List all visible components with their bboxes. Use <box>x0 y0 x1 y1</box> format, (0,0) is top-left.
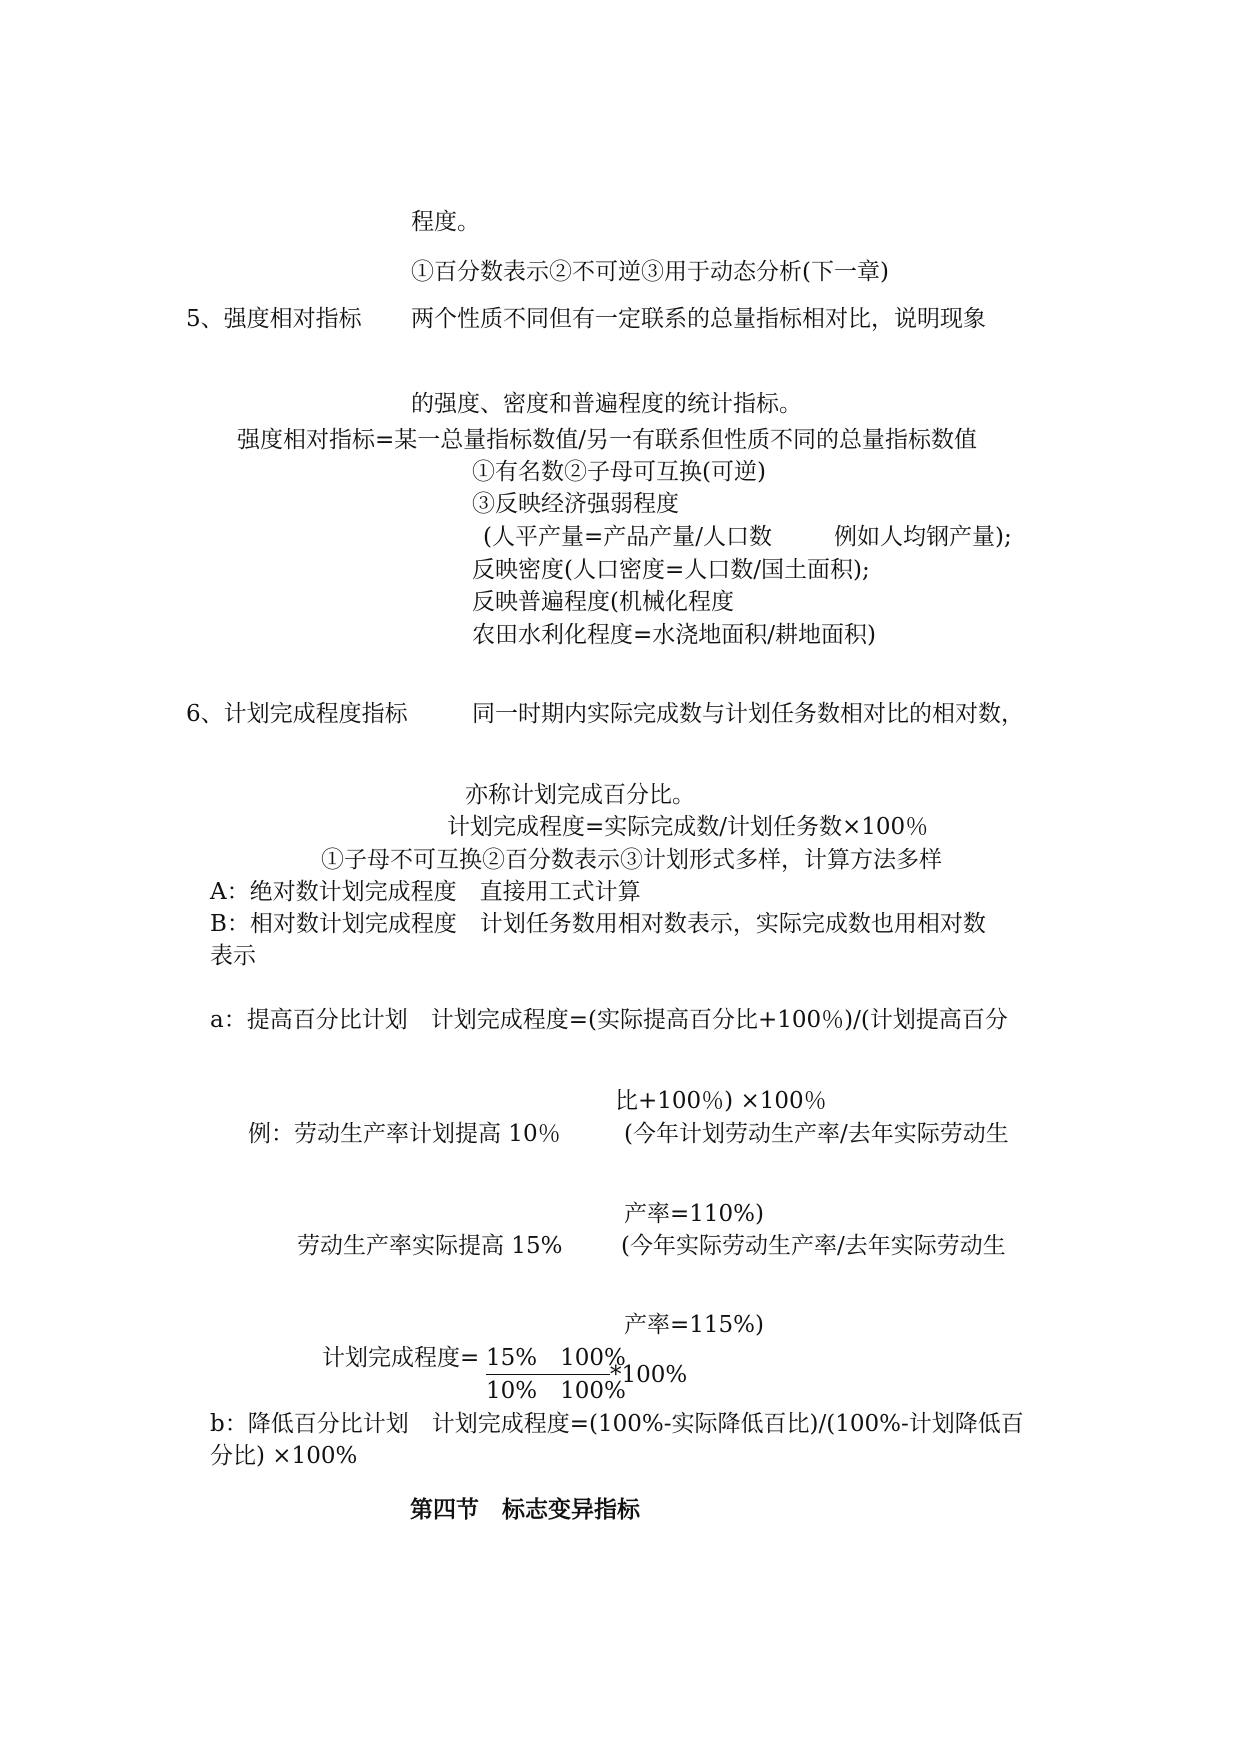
section-5-point: (人平产量=产品产量/人口数 <box>483 524 772 550</box>
item-a-absolute: A：绝对数计划完成程度 直接用工式计算 <box>210 879 641 905</box>
section-5-definition-cont: 的强度、密度和普遍程度的统计指标。 <box>411 391 802 417</box>
item-a-increase: a：提高百分比计划 计划完成程度=(实际提高百分比+100％)/(计划提高百分 <box>210 1007 1008 1033</box>
section-5-formula: 强度相对指标=某一总量指标数值/另一有联系但性质不同的总量指标数值 <box>237 427 978 453</box>
section-5-point: 例如人均钢产量); <box>834 524 1012 550</box>
example-2-left: 劳动生产率实际提高 15% <box>297 1233 563 1259</box>
section-6-definition: 同一时期内实际完成数与计划任务数相对比的相对数， <box>472 701 1024 727</box>
section-6-label: 6、计划完成程度指标 <box>186 701 408 727</box>
example-1-right-cont: 产率=110%) <box>624 1201 764 1227</box>
example-2-right: (今年实际劳动生产率/去年实际劳动生 <box>621 1233 1006 1259</box>
section-5-point: 农田水利化程度=水浇地面积/耕地面积) <box>472 622 876 648</box>
section-5-point: 反映普遍程度(机械化程度 <box>472 589 734 615</box>
item-b-decrease-cont: 分比) ×100% <box>210 1443 358 1469</box>
calc-denominator: 10% 100% <box>486 1378 626 1404</box>
section-5-point: ①有名数②子母可互换(可逆) <box>472 459 766 485</box>
calc-label: 计划完成程度= <box>322 1345 480 1371</box>
item-b-decrease: b：降低百分比计划 计划完成程度=(100%-实际降低百比)/(100%-计划降低百 <box>210 1411 1024 1437</box>
section-5-point: ③反映经济强弱程度 <box>472 491 679 517</box>
section-6-properties: ①子母不可互换②百分数表示③计划形式多样，计算方法多样 <box>321 847 942 873</box>
calc-numerator: 15% 100% <box>486 1345 626 1371</box>
section-6-formula: 计划完成程度=实际完成数/计划任务数×100％ <box>447 814 929 840</box>
example-1-left: 例：劳动生产率计划提高 10％ <box>248 1121 561 1147</box>
item-b-relative: B：相对数计划完成程度 计划任务数用相对数表示，实际完成数也用相对数 <box>210 911 986 937</box>
fraction-bar <box>486 1374 610 1375</box>
section-5-definition: 两个性质不同但有一定联系的总量指标相对比，说明现象 <box>411 306 986 332</box>
section-6-definition-cont: 亦称计划完成百分比。 <box>465 782 695 808</box>
section-5-point: 反映密度(人口密度=人口数/国土面积); <box>472 557 870 583</box>
section-5-label: 5、强度相对指标 <box>186 306 362 332</box>
section-title: 第四节 标志变异指标 <box>410 1497 640 1523</box>
example-1-right: (今年计划劳动生产率/去年实际劳动生 <box>624 1121 1009 1147</box>
example-2-right-cont: 产率=115%) <box>624 1312 764 1338</box>
item-a-increase-cont: 比+100％) ×100％ <box>615 1088 827 1114</box>
item-b-relative-cont: 表示 <box>210 943 256 969</box>
calc-multiplier: *100% <box>610 1362 688 1388</box>
text-line: 程度。 <box>411 209 480 235</box>
text-line: ①百分数表示②不可逆③用于动态分析(下一章) <box>411 259 889 285</box>
